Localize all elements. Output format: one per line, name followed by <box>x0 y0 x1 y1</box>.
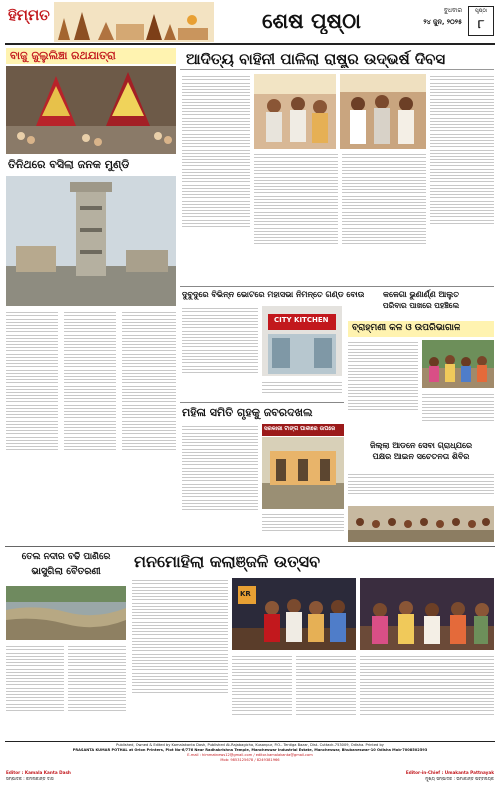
district-headline: ଜିଲ୍ଲା ଆଡନେ ସେବା ଗ୍ରାଧ୍ଯରେ <box>369 441 473 450</box>
festival-photo-left <box>232 578 356 650</box>
mid-page-rule <box>5 546 495 547</box>
brahmin-headline-box <box>348 321 494 337</box>
flood-photo <box>6 586 126 640</box>
logo-text: ହିମ୍ମତ <box>8 6 50 24</box>
rath-headline: ବାଜୁ ଜୁଲୁଲିଞ୍ଚା ରଥଯାତ୍ରା <box>10 49 116 62</box>
flood-headline: ତେଲ ନଦୀର ବଢି ପାଣିରେ <box>21 552 111 562</box>
aditya-bottom-rule <box>180 286 494 287</box>
district-photo <box>348 506 494 542</box>
festival-body-col1 <box>132 578 228 738</box>
committee-body-col1 <box>182 306 258 398</box>
kalinga-headline-box <box>348 289 494 319</box>
rath-headline-box <box>6 48 176 64</box>
aditya-body-col3 <box>342 152 426 282</box>
sarkari-banner <box>262 424 344 436</box>
editor-left-name-odia: ସମ୍ପାଦକ : କମଳାକାନ୍ତ ଦାସ <box>6 776 54 781</box>
festival-headline: ମନମୋହିଲା କଲାଞ୍ଜଳି ଉତ୍ସବ <box>134 552 321 571</box>
tower-body-col2 <box>64 310 116 515</box>
day: ବୁଧବାର <box>443 7 462 14</box>
flood-body-col1 <box>6 644 64 738</box>
aditya-headline: ଆଦିତ୍ୟ ବାହିନୀ ପାଳିଲା ରାଷ୍ଟ୍ର ଉଦ୍ଭର୍ଷ ଦିବସ <box>186 50 446 68</box>
page-label: ପୃଷ୍ଠା <box>475 8 487 14</box>
aditya-body-col4 <box>430 74 494 282</box>
editor-right-name-odia: ମୁଖ୍ୟ ସମ୍ପାଦକ : ଉମାକାନ୍ତ ପଟ୍ଟନାୟକ <box>425 776 494 781</box>
flood-body-col2 <box>68 644 126 738</box>
kalinga-body-col1 <box>348 340 418 436</box>
kalinga-headline: କଳେଗା ଭୁଣାର୍ଣ୍ଣ ଆଲୁତ <box>383 290 459 299</box>
kalinga-body-col2 <box>422 392 494 436</box>
date: ୨୪ ଜୁନ, ୨୦୨୫ <box>423 18 462 26</box>
kalinga-photo <box>422 340 494 388</box>
date-block <box>396 6 462 38</box>
editor-right <box>384 770 494 784</box>
sarkari-banner-text: ସରକାରୀ ଟାଙ୍ଗ ପାର୍କାରେ ଉପରେ <box>264 426 336 432</box>
sarkari-photo <box>262 437 344 509</box>
mahila-headline-box <box>180 402 344 420</box>
editor-left-name: Editor : Kamala Kanta Dash <box>6 770 71 775</box>
temple-illustration <box>54 2 214 42</box>
page-number: ୮ <box>477 17 485 31</box>
city-kitchen-photo <box>262 306 342 376</box>
district-body <box>348 472 494 504</box>
festival-headline-box <box>132 550 494 574</box>
tower-photo <box>6 176 176 306</box>
section-title-box <box>258 6 382 38</box>
district-subheadline: ପକ୍ଷର ଆଇନ ସଚେତନତା ଶିବିର <box>372 452 470 461</box>
section-title: ଶେଷ ପୃଷ୍ଠା <box>262 8 361 33</box>
brahmin-headline: ବ୍ରାହ୍ମଣୀ କଳ ଓ ଉପରିଭାଗାଳ <box>352 323 461 333</box>
aditya-body-col1 <box>182 74 250 284</box>
festival-body-col2 <box>232 654 292 738</box>
page-number-box <box>468 6 494 36</box>
festival-body-col4 <box>360 654 494 738</box>
tower-headline-box <box>6 157 176 173</box>
flood-subheadline: ଭାସୁଗିଲା ବୈତରଣୀ <box>31 566 101 577</box>
masthead-rule <box>5 43 495 45</box>
festival-photo-right <box>360 578 494 650</box>
committee-headline: ଦୁବୁଦୁରେ ବିଭିନ୍ନ ଭୋଟରେ ମହାସଭା ନିମନ୍ତେ ଗଣ୍ଡ ବୋଉ <box>182 290 365 299</box>
footer-line-2: PRASANTA KUMAR POTHAL at Orion Printers, Plot No-6/776 Near Radhakrishna Temple, Mancheswar Industrial Estate, Mancheswar, Bhubaneswar-10 Odisha Mob-7008502593 <box>72 748 428 752</box>
editor-right-name: Editor-in-Chief : Umakanta Pattnayak <box>405 770 494 775</box>
footer-line-4: Mob: 9853125678 / 8249381966 <box>220 758 280 762</box>
district-headline-box <box>348 440 494 470</box>
tower-headline: ତିନିଥରେ ବସିଲା ଜନକ ମୁଣ୍ଡି <box>8 158 130 171</box>
city-kitchen-sign: CITY KITCHEN <box>274 316 329 324</box>
mahila-body-col1 <box>182 424 258 542</box>
aditya-headline-box <box>180 48 494 70</box>
aditya-body-col2 <box>254 152 338 282</box>
kalinga-subheadline: ପରିବାର ପାଖରେ ପହଞ୍ଚିଲେ <box>382 301 460 310</box>
masthead <box>0 0 500 44</box>
aditya-photo-left <box>254 74 336 149</box>
flood-headline-box <box>6 550 126 584</box>
committee-body-col2 <box>262 380 342 398</box>
festival-logo-text: KR <box>240 590 251 598</box>
logo <box>8 4 52 28</box>
rath-photo <box>6 66 176 154</box>
mahila-body-col2 <box>262 512 344 542</box>
committee-headline-box <box>180 289 365 303</box>
footer-rule <box>5 741 495 742</box>
footer-line-1: Published, Owned & Edited by Kamalakanta Dash, Published At-Rajabagicha, Kusanpur, P.O.- Tentiga Bazar, Dist- Cuttack-753009, Odisha. Printed by <box>116 743 384 747</box>
festival-body-col3 <box>296 654 356 738</box>
editor-left <box>6 770 116 784</box>
tower-body-col1 <box>6 310 58 515</box>
tower-body-col3 <box>122 310 176 515</box>
mahila-headline: ମହିଳା ସମିତି ଗୃହକୁ ଜବରଦଖଲ <box>182 406 313 419</box>
aditya-photo-right <box>340 74 426 149</box>
footer-line-3: E-mail : himmatnews12@gmail.com / editor.kamalakanta@gmail.com <box>187 753 313 757</box>
